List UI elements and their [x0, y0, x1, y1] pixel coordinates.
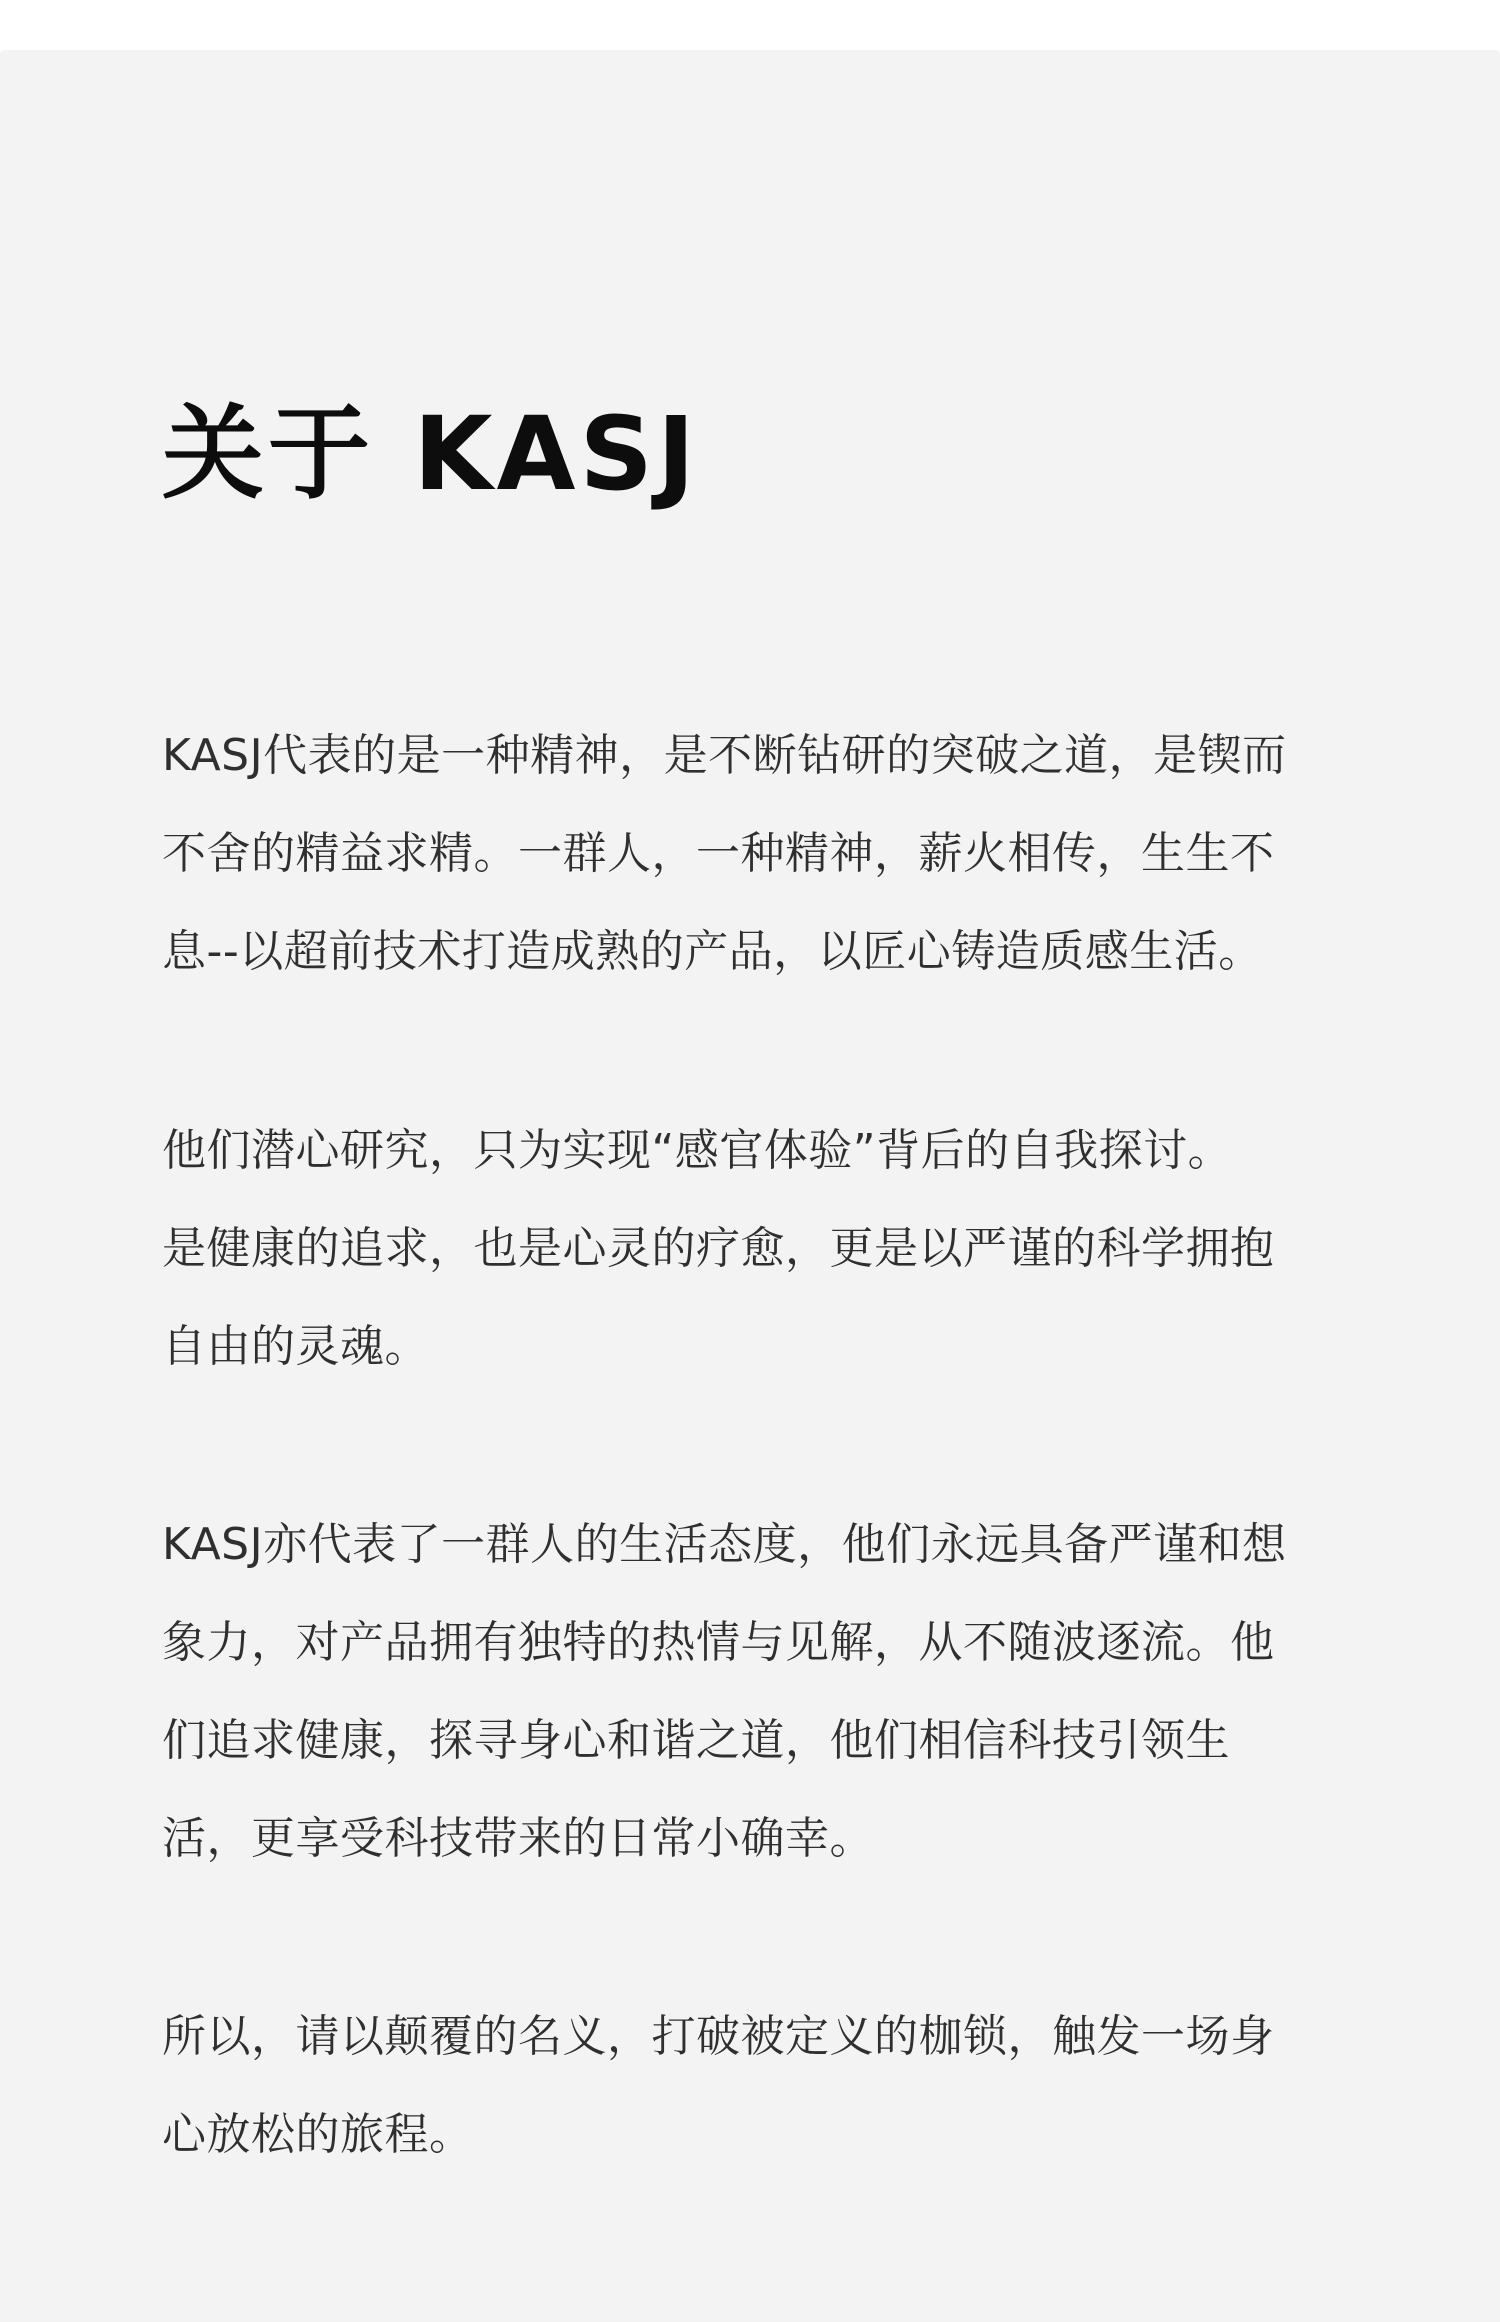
- top-strip: [0, 0, 1500, 50]
- text-line: 心放松的旅程。: [162, 2109, 474, 2160]
- text-line: 活，更享受科技带来的日常小确幸。: [162, 1813, 874, 1864]
- text-line: KASJ亦代表了一群人的生活态度，他们永远具备严谨和想: [162, 1519, 1287, 1570]
- page-title: 关于 KASJ: [162, 395, 699, 514]
- paragraph-1: [162, 707, 1322, 1001]
- paragraph-2: [162, 1102, 1322, 1396]
- text-line: 不舍的精益求精。一群人，一种精神，薪火相传，生生不: [162, 828, 1275, 879]
- text-line: 们追求健康，探寻身心和谐之道，他们相信科技引领生: [162, 1715, 1230, 1766]
- text-line: 他们潜心研究，只为实现“感官体验”背后的自我探讨。: [162, 1125, 1233, 1176]
- text-line: 自由的灵魂。: [162, 1321, 429, 1372]
- paragraph-4: [162, 1988, 1322, 2184]
- text-line: 所以，请以颠覆的名义，打破被定义的枷锁，触发一场身: [162, 2011, 1275, 2062]
- text-line: KASJ代表的是一种精神，是不断钻研的突破之道，是锲而: [162, 730, 1287, 781]
- text-line: 象力，对产品拥有独特的热情与见解，从不随波逐流。他: [162, 1617, 1275, 1668]
- text-line: 息--以超前技术打造成熟的产品，以匠心铸造质感生活。: [162, 926, 1263, 977]
- text-line: 是健康的追求，也是心灵的疗愈，更是以严谨的科学拥抱: [162, 1223, 1275, 1274]
- paragraph-3: [162, 1496, 1322, 1888]
- about-panel: [0, 50, 1500, 2322]
